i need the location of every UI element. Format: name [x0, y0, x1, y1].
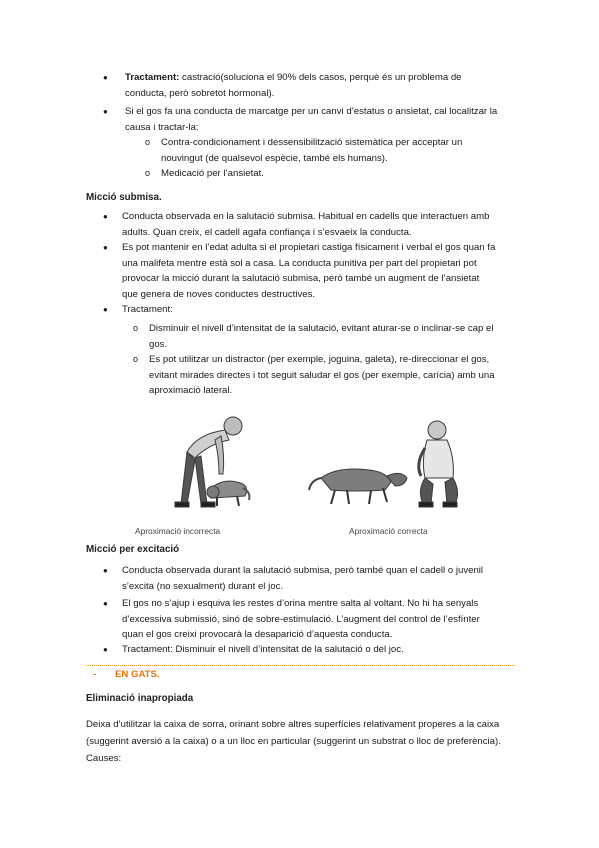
- text-line: El gos no s’ajup i esquiva les restes d’orina mentre salta al voltant. No hi ha senyals: [122, 598, 479, 609]
- sub-item-contra-condicionament: [161, 135, 514, 166]
- paragraph-eliminacio: [86, 716, 516, 767]
- sub-bullet-marker: o: [133, 323, 139, 333]
- sub-bullet-marker: o: [145, 137, 151, 147]
- section-heading: Eliminació inapropiada: [86, 693, 194, 704]
- bullet-marker: ●: [103, 305, 108, 314]
- bullet-marker: ●: [103, 599, 108, 608]
- text-line: quan el gos creixi provocarà la desaparició d’aquesta conducta.: [122, 629, 393, 640]
- incorrect-approach-drawing: [175, 417, 249, 507]
- sub-item-medicacio: Medicació per l’ansietat.: [161, 168, 264, 179]
- text-line: Causes:: [86, 753, 122, 764]
- text-line: nouvingut (de qualsevol espècie, també els humans).: [161, 152, 388, 164]
- text-line: Conducta observada en la salutació submisa. Habitual en cadells que interactuen amb: [122, 211, 490, 222]
- bullet-gos-no-sajup: [122, 596, 514, 643]
- section-label-gats: [93, 667, 160, 683]
- bullet-marker: ●: [103, 566, 108, 575]
- section-heading: Micció submisa.: [86, 192, 162, 203]
- text-line: gos.: [149, 338, 168, 350]
- bold-label: Tractament:: [125, 72, 180, 83]
- text-line: d’excessiva submissió, sinó de sobre-estimulació. L’augment del control de l’esfínter: [122, 613, 480, 625]
- text-line: adults. Quan creix, el cadell agafa confiança i s’esvaeix la conducta.: [122, 226, 412, 238]
- gats-dash: -: [93, 669, 97, 680]
- text-line: castració(soluciona el 90% dels casos, perquè és un problema de: [179, 72, 462, 83]
- caption-incorrect: Aproximació incorrecta: [135, 526, 221, 536]
- text-line: Disminuir el nivell d’intensitat de la salutació, evitant aturar-se o inclinar-se cap el: [149, 323, 494, 334]
- text-line: (suggerint aversió a la caixa) o a un lloc en particular (suggerint un substrat o lloc de preferència).: [86, 736, 501, 747]
- approach-illustration: [125, 404, 485, 544]
- section-divider: [86, 665, 515, 666]
- sub-item-disminuir: [149, 321, 514, 352]
- bullet-conducta-observada: [122, 209, 514, 240]
- bullet-tractament-castracio: [125, 70, 514, 101]
- bullet-marker: ●: [103, 107, 108, 116]
- bullet-marker: ●: [103, 645, 108, 654]
- bullet-marker: ●: [103, 73, 108, 82]
- sub-bullet-marker: o: [145, 168, 151, 178]
- section-heading: Micció per excitació: [86, 544, 180, 555]
- text-line: Deixa d’utilitzar la caixa de sorra, orinant sobre altres superfícies relativament properes a la caixa: [86, 719, 500, 730]
- bullet-excitacio-conducta: [122, 563, 514, 594]
- text-line: provocar la micció durant la salutació submisa, però també un augment de l’ansietat: [122, 273, 480, 284]
- text-line: Es pot utilitzar un distractor (per exemple, joguina, galeta), re-direccionar el gos,: [149, 354, 490, 365]
- gats-label: EN GATS.: [115, 669, 160, 680]
- bullet-marker: ●: [103, 212, 108, 221]
- caption-correct: Aproximació correcta: [349, 526, 428, 536]
- text-line: s’excita (no sexualment) durant el joc.: [122, 580, 284, 592]
- sub-item-distractor: [149, 352, 514, 399]
- correct-approach-drawing: [309, 421, 458, 507]
- bullet-tractament-excitacio: Tractament: Disminuir el nivell d’intensitat de la salutació o del joc.: [122, 644, 404, 655]
- text-line: conducta, però sobretot hormonal).: [125, 87, 275, 99]
- illustration-drawing: [125, 404, 485, 544]
- text-line: Contra-condicionament i dessensibilització sistemàtica per acceptar un: [161, 137, 463, 148]
- bullet-marker: ●: [103, 243, 108, 252]
- bullet-marcatge: [125, 104, 517, 135]
- text-line: causa i tractar-la:: [125, 121, 199, 133]
- text-line: aproximació lateral.: [149, 385, 233, 396]
- text-line: Si el gos fa una conducta de marcatge per un canvi d’estatus o ansietat, cal localitzar la: [125, 106, 498, 117]
- sub-bullet-marker: o: [133, 354, 139, 364]
- text-line: Conducta observada durant la salutació submisa, però també quan el cadell o juvenil: [122, 565, 484, 576]
- bullet-edat-adulta: [122, 240, 514, 302]
- text-line: evitant mirades directes i tot seguit saludar el gos (per exemple, carícia) amb una: [149, 369, 495, 381]
- text-line: una malifeta mentre està sol a casa. La conducta punitiva per part del propietari pot: [122, 257, 477, 269]
- text-line: Es pot mantenir en l’edat adulta si el propietari castiga físicament i verbal el gos quan fa: [122, 242, 496, 253]
- text-line: que genera de noves conductes destructives.: [122, 288, 316, 300]
- bullet-tractament: Tractament:: [122, 304, 173, 315]
